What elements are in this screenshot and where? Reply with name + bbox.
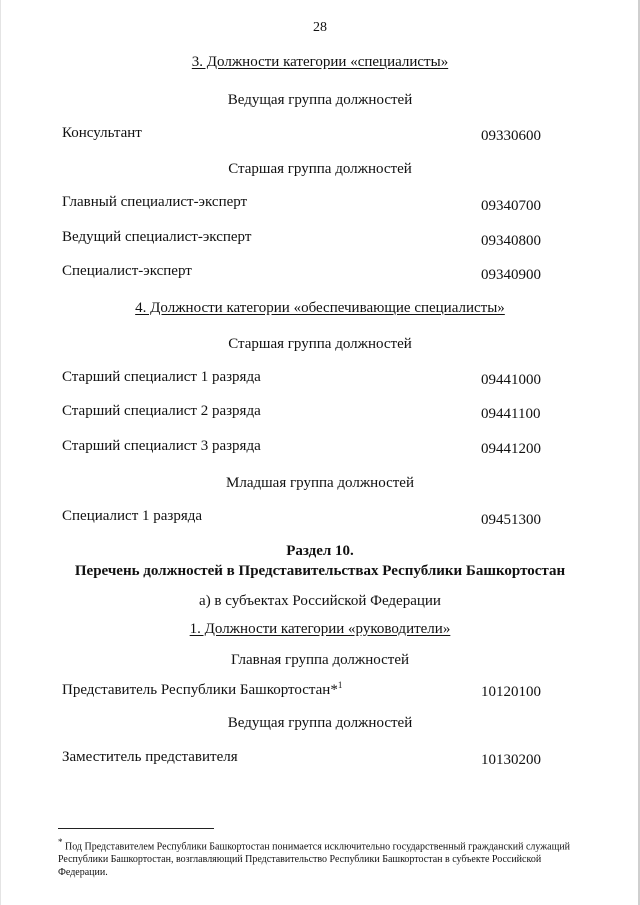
group-heading-junior: Младшая группа должностей xyxy=(226,475,414,491)
position-name: Старший специалист 1 разряда xyxy=(62,369,261,385)
page-number: 28 xyxy=(313,20,327,35)
group-heading-leading: Ведущая группа должностей xyxy=(227,92,413,108)
position-name: Старший специалист 2 разряда xyxy=(62,403,261,419)
footnote-ref: 1 xyxy=(337,680,343,690)
position-code: 09441200 xyxy=(481,441,541,457)
footnote-text: Под Представителем Республики Башкортостан понимается исключительно государственный гражданский служащий Республики Башкортостан, возглавляющий Представительство Республики Башкортостан в субъекте Российской Федерации. xyxy=(58,841,571,879)
position-code: 10120100 xyxy=(481,684,541,700)
razdel-subtitle: Перечень должностей в Представительствах Республики Башкортостан xyxy=(74,563,566,579)
subsection-title: а) в субъектах Российской Федерации xyxy=(199,593,441,609)
footnote xyxy=(58,836,578,879)
footnote-separator xyxy=(58,828,214,829)
position-name: Старший специалист 3 разряда xyxy=(62,438,261,454)
footnote-mark: * xyxy=(58,837,63,847)
position-code: 09441100 xyxy=(481,406,541,422)
position-name: Главный специалист-эксперт xyxy=(62,194,248,210)
position-code: 09451300 xyxy=(481,512,541,528)
position-code: 09340700 xyxy=(481,198,541,214)
group-heading-senior: Старшая группа должностей xyxy=(228,336,412,352)
position-name: Специалист 1 разряда xyxy=(62,508,203,524)
section-4-title: 4. Должности категории «обеспечивающие специалисты» xyxy=(135,300,505,316)
category-1-title: 1. Должности категории «руководители» xyxy=(189,621,451,637)
position-code: 09330600 xyxy=(481,128,541,144)
group-heading-main: Главная группа должностей xyxy=(230,652,410,668)
position-code: 09340900 xyxy=(481,267,541,283)
position-code: 09441000 xyxy=(481,372,541,388)
position-name: Заместитель представителя xyxy=(62,749,238,765)
group-heading-leading: Ведущая группа должностей xyxy=(227,715,413,731)
position-name: Консультант xyxy=(62,125,142,141)
position-name: Специалист-эксперт xyxy=(62,263,192,279)
page-edge-left xyxy=(0,0,1,905)
position-name: Ведущий специалист-эксперт xyxy=(62,229,252,245)
group-heading-senior: Старшая группа должностей xyxy=(228,161,412,177)
position-name: Представитель Республики Башкортостан*$^1$ xyxy=(62,680,343,698)
section-3-title: 3. Должности категории «специалисты» xyxy=(191,54,449,70)
position-code: 09340800 xyxy=(481,233,541,249)
position-code: 10130200 xyxy=(481,752,541,768)
razdel-title: Раздел 10. xyxy=(286,543,354,559)
